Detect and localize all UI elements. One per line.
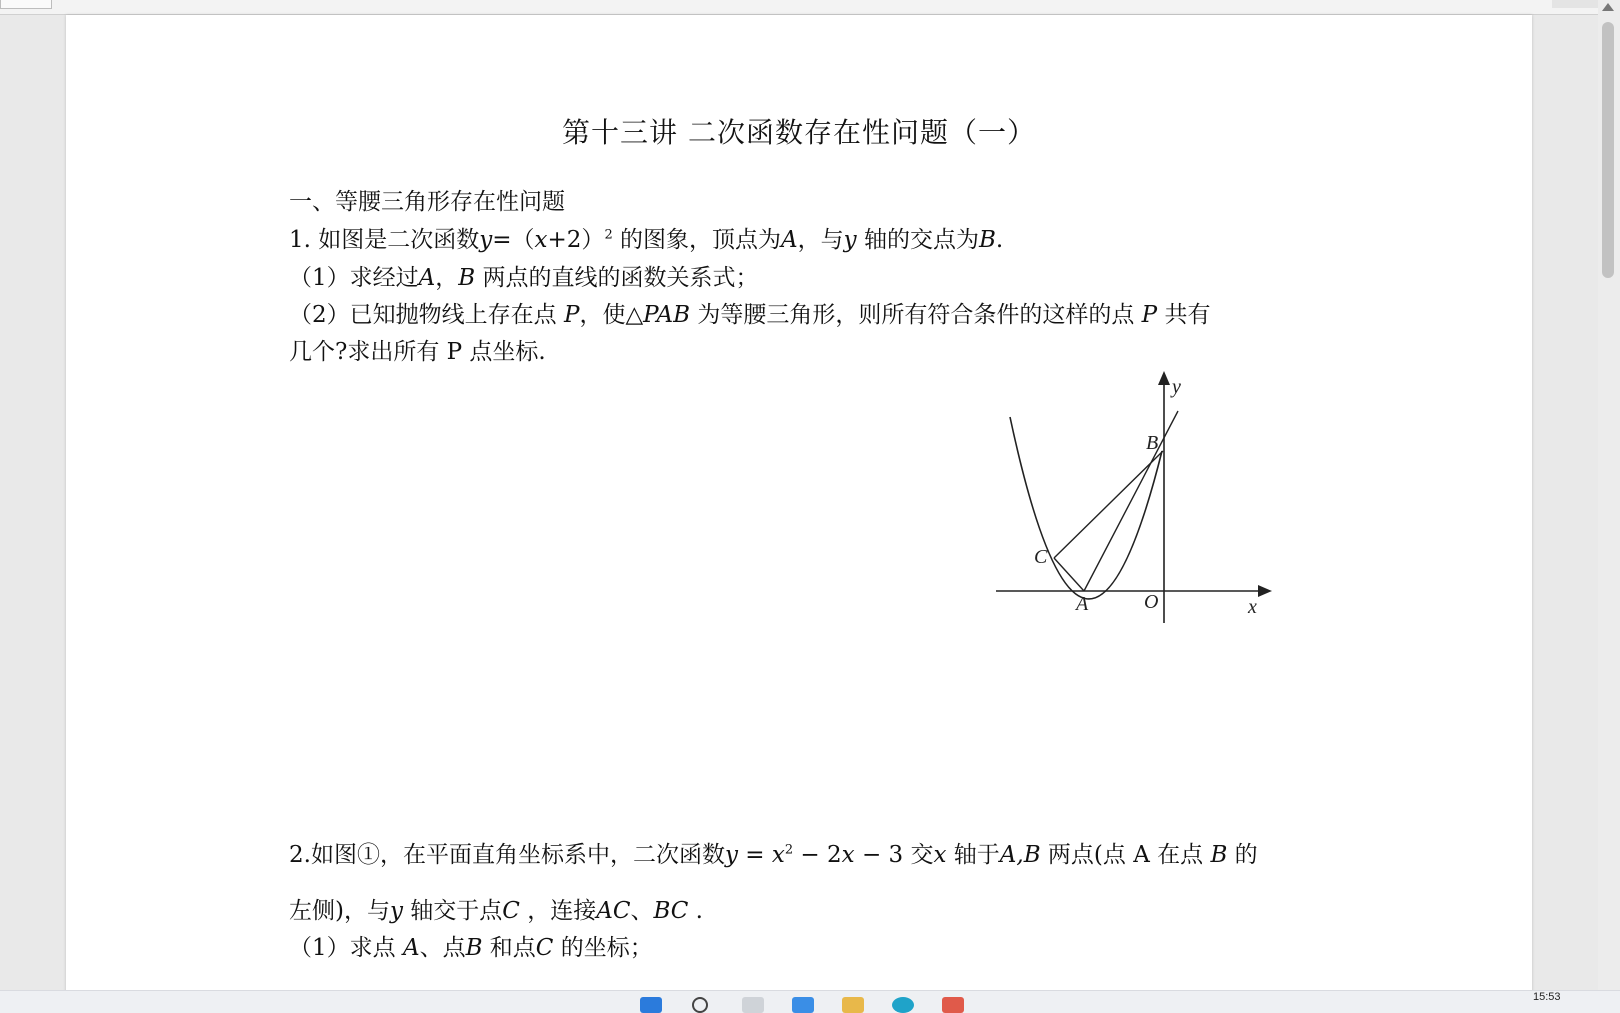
document-page [66, 15, 1532, 1000]
question-2-line-1: 2.如图①，在平面直角坐标系中，二次函数$y = x^2 - 2x - 3$ 交x 轴于A,B 两点(点 A 在点 B 的 [289, 842, 1258, 868]
app-icon[interactable] [942, 997, 964, 1013]
question-1-part-2-cont: 几个?求出所有 P 点坐标. [289, 339, 546, 365]
question-1-part-2: （2）已知抛物线上存在点 P，使△PAB 为等腰三角形，则所有符合条件的这样的点 P 共有 [289, 302, 1211, 328]
label-c: C [1034, 546, 1048, 568]
question-2-part-1: （1）求点 A、点B 和点C 的坐标； [289, 935, 653, 961]
task-view-icon[interactable] [742, 997, 764, 1013]
parabola-curve [1010, 417, 1162, 599]
parabola-figure [996, 365, 1376, 645]
question-2-line-2: 左侧)，与y 轴交于点C ，连接AC、BC . [289, 898, 703, 924]
search-icon[interactable] [692, 997, 708, 1013]
scrollbar-thumb[interactable] [1602, 22, 1614, 278]
label-y: y [1172, 376, 1181, 398]
y-axis-arrow [1158, 371, 1170, 385]
segment-ca [1054, 558, 1084, 591]
start-menu-icon[interactable] [640, 997, 662, 1013]
label-a: A [1076, 593, 1089, 615]
top-toolbar [0, 0, 1620, 15]
label-o: O [1144, 591, 1159, 613]
label-x: x [1248, 596, 1257, 618]
x-axis-arrow [1258, 585, 1272, 597]
edge-browser-icon[interactable] [892, 997, 914, 1013]
question-1-part-1: （1）求经过A，B 两点的直线的函数关系式； [289, 265, 759, 291]
page-title: 第十三讲 二次函数存在性问题（一） [562, 116, 1036, 149]
section-heading: 一、等腰三角形存在性问题 [289, 189, 565, 215]
file-explorer-icon[interactable] [842, 997, 864, 1013]
widgets-icon[interactable] [792, 997, 814, 1013]
taskbar [0, 990, 1620, 1013]
figure-svg [996, 365, 1376, 645]
taskbar-clock: 15:53 [1533, 991, 1561, 1003]
question-1-line: 1. 如图是二次函数$y=(x+2)^2$ 的图象，顶点为A，与y 轴的交点为B. [289, 227, 1004, 253]
window-control[interactable] [1552, 0, 1598, 8]
scroll-up-arrow-icon[interactable] [1602, 3, 1614, 11]
tab-stub[interactable] [0, 0, 52, 9]
label-b: B [1146, 432, 1159, 454]
